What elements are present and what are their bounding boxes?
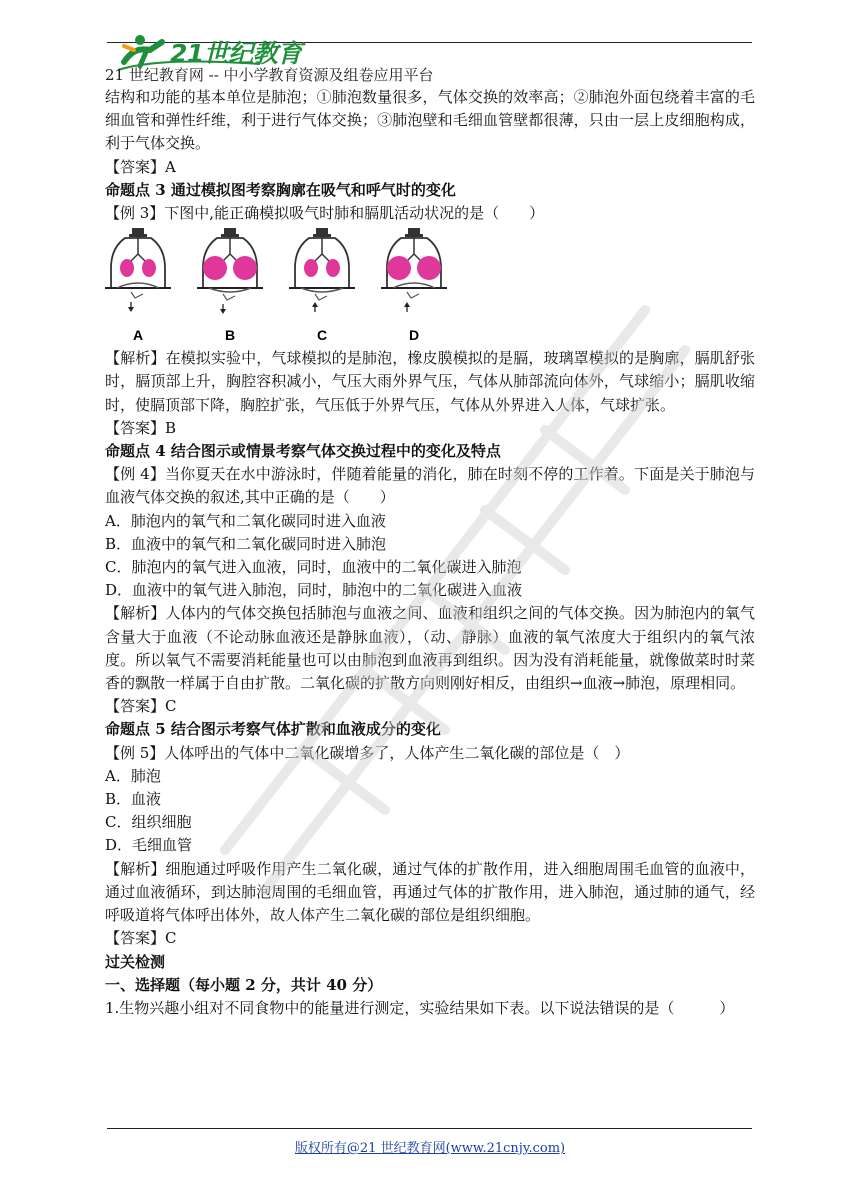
answer: 【答案】A (105, 157, 176, 176)
header-tagline: 21 世纪教育网 -- 中小学教育资源及组卷应用平台 (105, 66, 434, 84)
example-question: 【例 5】人体呼出的气体中二氧化碳增多了，人体产生二氧化碳的部位是（ ） (105, 743, 630, 762)
option-b: B．血液中的氧气和二氧化碳同时进入肺泡 (105, 534, 387, 553)
section-heading: 过关检测 (105, 952, 166, 971)
section-heading: 命题点 5 结合图示考察气体扩散和血液成分的变化 (105, 720, 441, 739)
figure-label-c: C (316, 327, 328, 344)
figure-label-a: A (132, 327, 144, 344)
answer: 【答案】C (105, 929, 177, 948)
option-b: B．血液 (105, 790, 162, 809)
option-a: A．肺泡内的氧气和二氧化碳同时进入血液 (105, 511, 386, 530)
figure-label-d: D (408, 327, 420, 344)
bell-jar-diagram (105, 228, 465, 346)
copyright-link[interactable]: 版权所有@21 世纪教育网(www.21cnjy.com) (294, 1141, 566, 1156)
option-d: D．毛细血管 (105, 836, 193, 855)
analysis: 【解析】人体内的气体交换包括肺泡与血液之间、血液和组织之间的气体交换。因为肺泡内的氧气含量大于血液（不论动脉血液还是静脉血液），（动、静脉）血液的氧气浓度大于组织内的氧气浓度。所以氧气不需要消耗能量也可以由肺泡到血液再到组织。因为没有消耗能量，就像做菜时时菜香的飘散一样属于自由扩散。二氧化碳的扩散方向则刚好相反，由组织→血液→肺泡，原理相同。 (105, 604, 755, 693)
paragraph: 结构和功能的基本单位是肺泡；①肺泡数量很多，气体交换的效率高；②肺泡外面包绕着丰富的毛细血管和弹性纤维，利于进行气体交换；③肺泡壁和毛细血管壁都很薄，只由一层上皮细胞构成，利于气体交换。 (105, 88, 755, 153)
footer-rule (107, 1128, 752, 1129)
document-body (105, 86, 755, 1020)
bell-jar-figure (105, 228, 755, 346)
answer: 【答案】C (105, 697, 177, 716)
section-heading: 命题点 3 通过模拟图考察胸廓在吸气和呼气时的变化 (105, 180, 456, 199)
figure-label-b: B (224, 327, 236, 344)
question: 1.生物兴趣小组对不同食物中的能量进行测定，实验结果如下表。以下说法错误的是（ ） (105, 998, 735, 1017)
example-question: 【例 3】下图中,能正确模拟吸气时肺和膈肌活动状况的是（ ） (105, 204, 545, 223)
option-d: D．血液中的氧气进入肺泡，同时，肺泡中的二氧化碳进入血液 (105, 581, 523, 600)
section-heading: 命题点 4 结合图示或情景考察气体交换过程中的变化及特点 (105, 442, 501, 461)
answer: 【答案】B (105, 418, 177, 437)
section-heading: 一、选择题（每小题 2 分，共计 40 分） (105, 975, 383, 994)
option-c: C．组织细胞 (105, 813, 192, 832)
option-c: C．肺泡内的氧气进入血液，同时，血液中的二氧化碳进入肺泡 (105, 558, 522, 577)
analysis: 【解析】在模拟实验中，气球模拟的是肺泡，橡皮膜模拟的是膈，玻璃罩模拟的是胸廓，膈肌舒张时，膈顶部上升，胸腔容积减小，气压大雨外界气压，气体从肺部流向体外，气球缩小；膈肌收缩时，使膈顶部下降，胸腔扩张，气压低于外界气压，气体从外界进入人体，气球扩张。 (105, 349, 755, 414)
analysis: 【解析】细胞通过呼吸作用产生二氧化碳，通过气体的扩散作用，进入细胞周围毛血管的血液中，通过血液循环，到达肺泡周围的毛细血管，再通过气体的扩散作用，进入肺泡，通过肺的通气，经呼吸道将气体呼出体外，故人体产生二氧化碳的部位是组织细胞。 (105, 859, 755, 925)
logo-text: 21世纪教育 (170, 39, 302, 68)
option-a: A．肺泡 (105, 766, 161, 785)
example-question: 【例 4】当你夏天在水中游泳时，伴随着能量的消化，肺在时刻不停的工作着。下面是关于肺泡与血液气体交换的叙述,其中正确的是（ ） (105, 465, 755, 507)
